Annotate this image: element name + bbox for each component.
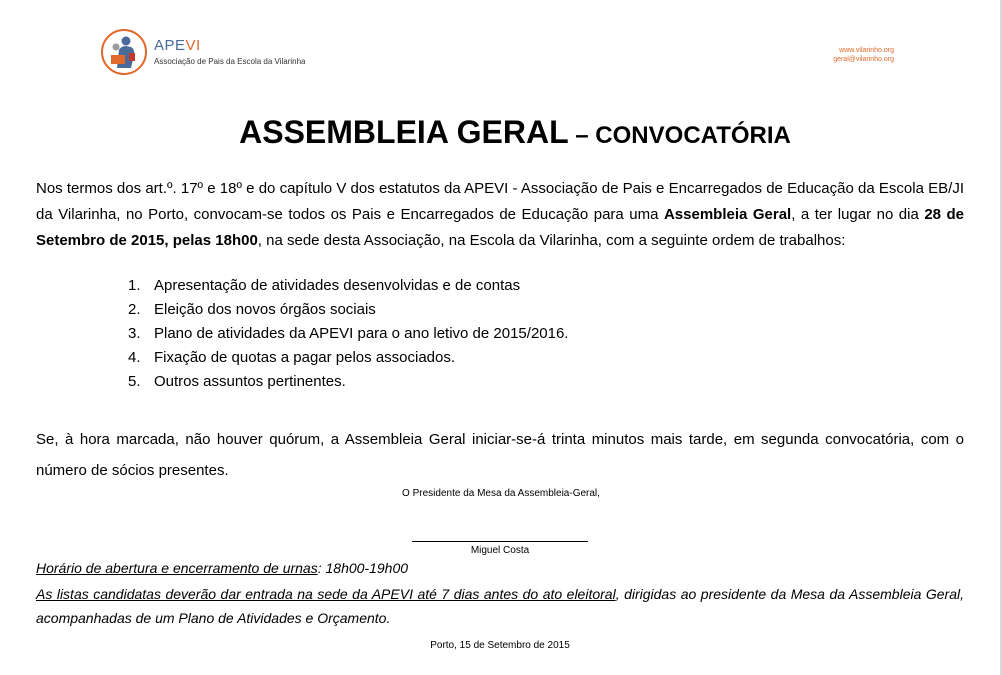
intro-paragraph	[36, 176, 964, 254]
quorum-paragraph: Se, à hora marcada, não houver quórum, a Assembleia Geral iniciar-se-á trinta minutos mais tarde, em segunda convocatória, com o número de sócios presentes.	[36, 431, 964, 479]
agenda-number: 3.	[128, 325, 141, 342]
president-name: Miguel Costa	[470, 545, 530, 556]
polling-hours-note	[36, 560, 408, 576]
agenda-item	[128, 370, 568, 394]
agenda-item	[128, 298, 568, 322]
title-main: ASSEMBLEIA GERAL	[239, 114, 569, 150]
intro-bold-1: Assembleia Geral	[663, 206, 792, 223]
candidate-lists-rest: , dirigidas ao presidente da Mesa da Assembleia Geral, acompanhadas de um Plano de Atividades e Orçamento.	[36, 586, 964, 626]
intro-text-1: Nos termos dos art.º. 17º e 18º e do capítulo V dos estatutos da APEVI - Associação de Pais e Encarregados de Educação da Escola EB/JI da Vilarinha, no Porto, convocam-se todos os Pais e Encarregados de Educação para uma	[36, 180, 964, 223]
polling-hours-value: : 18h00-19h00	[317, 560, 409, 576]
agenda-text: Apresentação de atividades desenvolvidas e de contas	[154, 277, 521, 294]
president-role: O Presidente da Mesa da Assembleia-Geral,	[402, 488, 600, 499]
agenda-text: Plano de atividades da APEVI para o ano letivo de 2015/2016.	[154, 325, 569, 342]
intro-bold-2: 28 de Setembro de 2015, pelas 18h00	[36, 206, 965, 249]
candidate-lists-underlined: As listas candidatas deverão dar entrada na sede da APEVI até 7 dias antes do ato eleitoral	[36, 586, 616, 602]
intro-text-3: , na sede desta Associação, na Escola da Vilarinha, com a seguinte ordem de trabalhos:	[257, 232, 846, 249]
polling-hours-label: Horário de abertura e encerramento de urnas	[36, 560, 318, 576]
agenda-item	[128, 346, 568, 370]
agenda-number: 4.	[128, 349, 141, 366]
signature-line	[412, 541, 588, 542]
brand-name	[154, 37, 201, 54]
agenda-list	[128, 274, 568, 394]
place-date: Porto, 15 de Setembro de 2015	[430, 640, 570, 651]
document-title	[0, 114, 1002, 151]
agenda-item	[128, 322, 568, 346]
agenda-number: 2.	[128, 301, 141, 318]
apevi-logo-icon	[100, 28, 148, 76]
contact-block	[833, 46, 894, 64]
agenda-item	[128, 274, 568, 298]
agenda-number: 1.	[128, 277, 141, 294]
candidate-lists-note	[36, 582, 964, 630]
agenda-text: Fixação de quotas a pagar pelos associados.	[154, 349, 456, 366]
title-sub: – CONVOCATÓRIA	[568, 122, 791, 149]
brand-name-part-a: APE	[154, 37, 186, 54]
agenda-text: Eleição dos novos órgãos sociais	[154, 301, 376, 318]
brand-name-part-b: VI	[185, 37, 201, 54]
brand-subtitle: Associação de Pais da Escola da Vilarinha	[154, 57, 306, 66]
intro-text-2: , a ter lugar no dia	[791, 206, 925, 223]
agenda-number: 5.	[128, 373, 141, 390]
website-text: www.vilarinho.org	[839, 47, 894, 54]
agenda-text: Outros assuntos pertinentes.	[154, 373, 346, 390]
email-text: geral@vilarinho.org	[833, 56, 894, 63]
